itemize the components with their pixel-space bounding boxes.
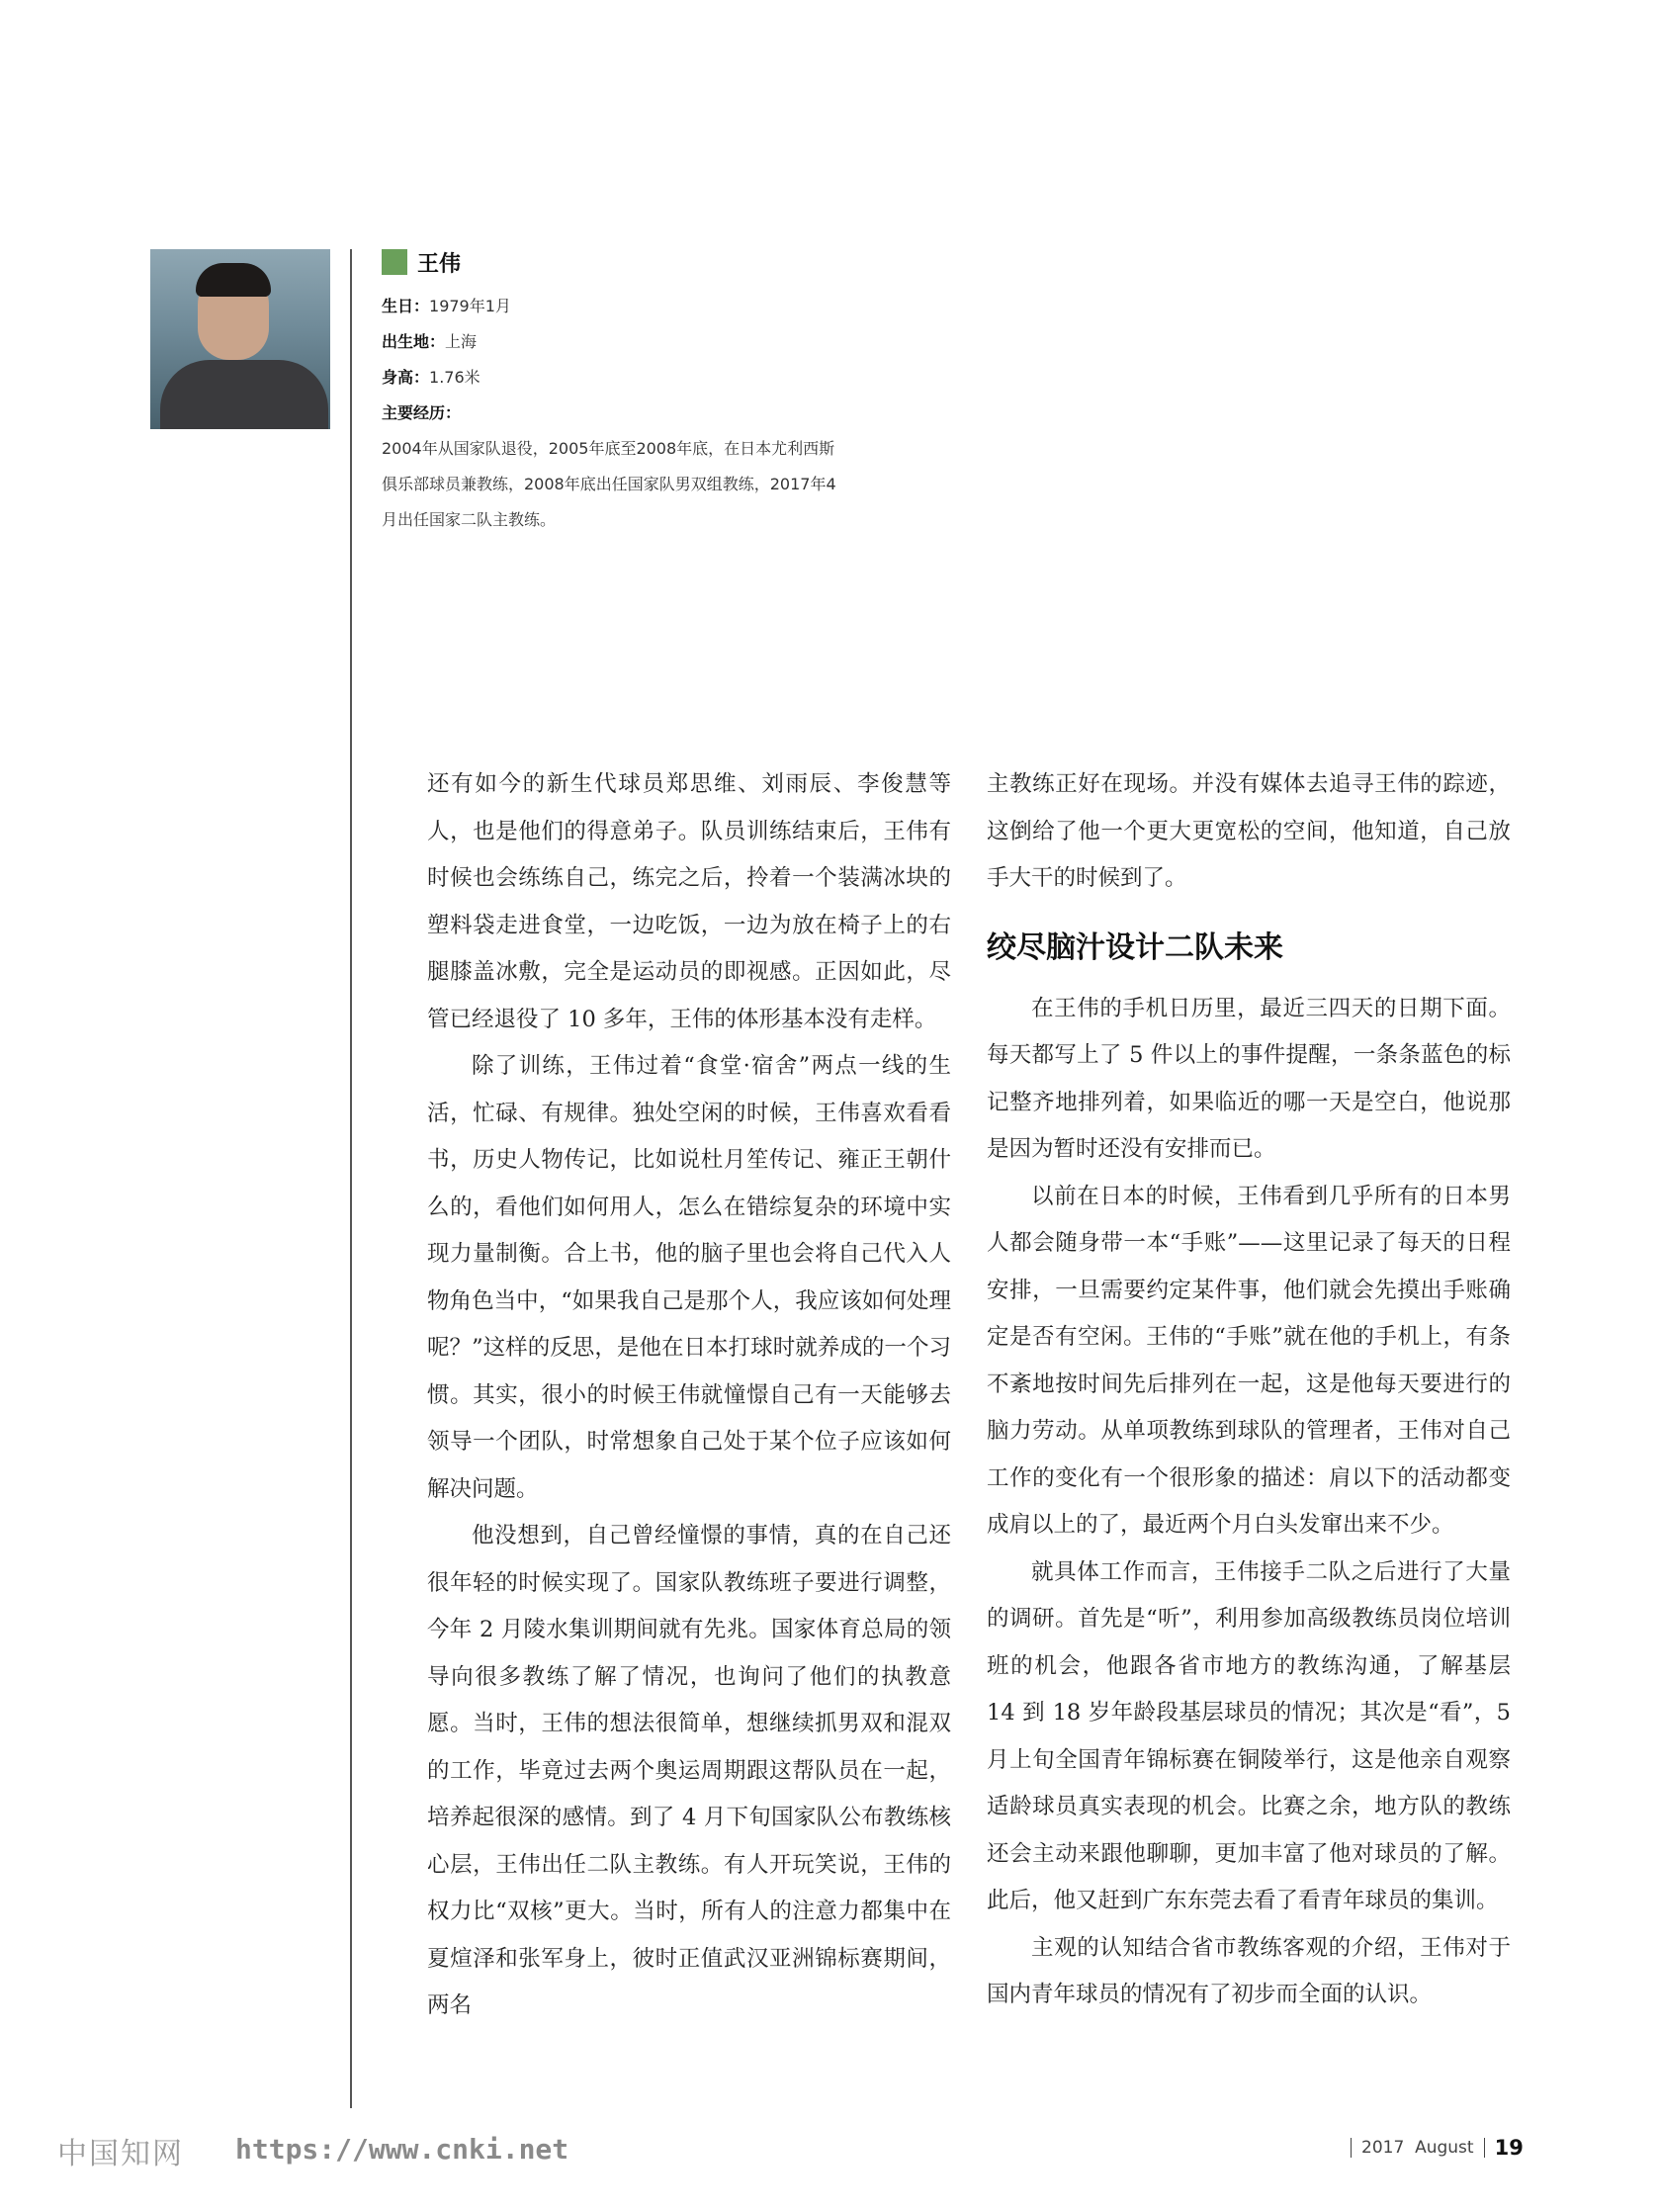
portrait-body xyxy=(160,360,328,429)
paragraph: 以前在日本的时候，王伟看到几乎所有的日本男人都会随身带一本“手账”——这里记录了每天的日程安排，一旦需要约定某件事，他们就会先摸出手账确定是否有空闲。王伟的“手账”就在他的手机上，有条不紊地按时间先后排列在一起，这是他每天要进行的脑力劳动。从单项教练到球队的管理者，王伟对自己工作的变化有一个很形象的描述：肩以下的活动都变成肩以上的了，最近两个月白头发窜出来不少。 xyxy=(987,1183,1511,1538)
green-square-icon xyxy=(382,249,407,275)
profile-name-row xyxy=(382,247,856,277)
cnki-url: https://www.cnki.net xyxy=(235,2133,569,2166)
profile-name: 王伟 xyxy=(417,251,462,277)
portrait-hair xyxy=(196,263,271,297)
article-column-2 xyxy=(987,761,1511,2019)
paragraph: 主教练正好在现场。并没有媒体去追寻王伟的踪迹，这倒给了他一个更大更宽松的空间，他知道，自己放手大干的时候到了。 xyxy=(987,771,1511,891)
paragraph: 除了训练，王伟过着“食堂·宿舍”两点一线的生活，忙碌、有规律。独处空闲的时候，王伟喜欢看看书，历史人物传记，比如说杜月笙传记、雍正王朝什么的，看他们如何用人，怎么在错综复杂的环境中实现力量制衡。合上书，他的脑子里也会将自己代入人物角色当中，“如果我自己是那个人，我应该如何处理呢？”这样的反思，是他在日本打球时就养成的一个习惯。其实，很小的时候王伟就憧憬自己有一天能够去领导一个团队，时常想象自己处于某个位子应该如何解决问题。 xyxy=(427,1053,951,1502)
paragraph: 他没想到，自己曾经憧憬的事情，真的在自己还很年轻的时候实现了。国家队教练班子要进行调整，今年 2 月陵水集训期间就有先兆。国家体育总局的领导向很多教练了解了情况，也询问了他们的执教意愿。当时，王伟的想法很简单，想继续抓男双和混双的工作，毕竟过去两个奥运周期跟这帮队员在一起，培养起很深的感情。到了 4 月下旬国家队公布教练核心层，王伟出任二队主教练。有人开玩笑说，王伟的权力比“双核”更大。当时，所有人的注意力都集中在夏煊泽和张军身上，彼时正值武汉亚洲锦标赛期间，两名 xyxy=(427,1523,951,2018)
paragraph: 还有如今的新生代球员郑思维、刘雨辰、李俊慧等人，也是他们的得意弟子。队员训练结束后，王伟有时候也会练练自己，练完之后，拎着一个装满冰块的塑料袋走进食堂，一边吃饭，一边为放在椅子上的右腿膝盖冰敷，完全是运动员的即视感。正因如此，尽管已经退役了 10 多年，王伟的体形基本没有走样。 xyxy=(427,771,951,1032)
paragraph: 在王伟的手机日历里，最近三四天的日期下面。每天都写上了 5 件以上的事件提醒，一条条蓝色的标记整齐地排列着，如果临近的哪一天是空白，他说那是因为暂时还没有安排而已。 xyxy=(987,995,1511,1162)
page-folio xyxy=(1341,2136,1524,2160)
career-label: 主要经历： xyxy=(382,403,462,422)
coach-portrait-photo xyxy=(150,249,330,429)
paragraph: 就具体工作而言，王伟接手二队之后进行了大量的调研。首先是“听”，利用参加高级教练员岗位培训班的机会，他跟各省市地方的教练沟通，了解基层 14 到 18 岁年龄段基层球员的情况；其次是“看”，5 月上旬全国青年锦标赛在铜陵举行，这是他亲自观察适龄球员真实表现的机会。比赛之余，地方队的教练还会主动来跟他聊聊，更加丰富了他对球员的了解。此后，他又赶到广东东莞去看了看青年球员的集训。 xyxy=(987,1558,1511,1913)
height-value: 1.76米 xyxy=(429,368,480,387)
profile-height xyxy=(382,360,856,396)
page-number: 19 xyxy=(1494,2136,1524,2160)
folio-divider xyxy=(1351,2138,1352,2158)
article-column-1 xyxy=(427,761,951,2030)
profile-birth xyxy=(382,289,856,324)
birth-label: 生日： xyxy=(382,297,430,315)
cnki-logo: 中国知网 xyxy=(57,2137,184,2171)
profile-birthplace xyxy=(382,324,856,360)
birth-value: 1979年1月 xyxy=(429,297,511,315)
profile-career-heading xyxy=(382,396,856,431)
profile-box xyxy=(382,247,856,538)
section-heading: 绞尽脑汁设计二队未来 xyxy=(987,929,1283,965)
issue-date: 2017 August xyxy=(1361,2138,1474,2158)
height-label: 身高： xyxy=(382,368,430,387)
career-text: 2004年从国家队退役，2005年底至2008年底，在日本尤利西斯俱乐部球员兼教练，2008年底出任国家队男双组教练，2017年4月出任国家二队主教练。 xyxy=(382,439,836,529)
vertical-divider xyxy=(350,249,352,2108)
paragraph: 主观的认知结合省市教练客观的介绍，王伟对于国内青年球员的情况有了初步而全面的认识。 xyxy=(987,1934,1511,2007)
birthplace-label: 出生地： xyxy=(382,332,446,351)
folio-divider xyxy=(1484,2138,1485,2158)
birthplace-value: 上海 xyxy=(445,332,478,351)
